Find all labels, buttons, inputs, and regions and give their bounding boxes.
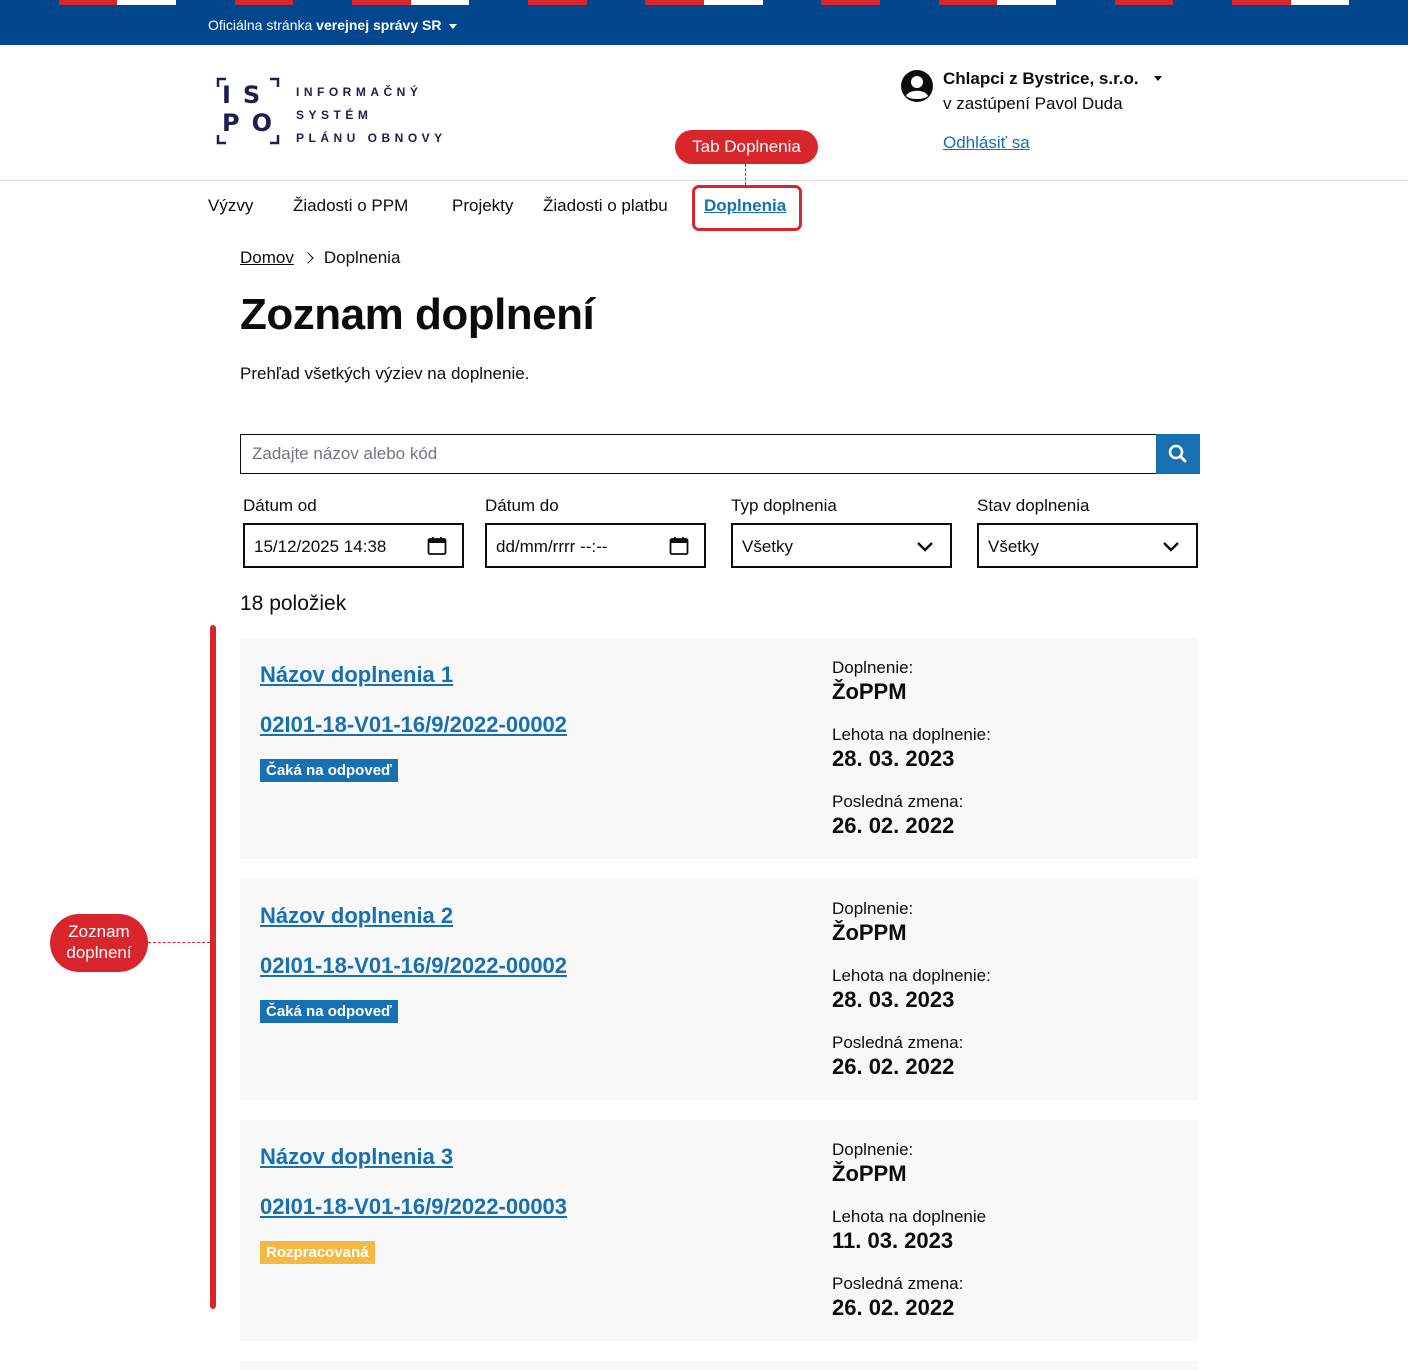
- date-from-value: 15/12/2025 14:38: [254, 537, 387, 556]
- changed-value: 26. 02. 2022: [832, 1054, 955, 1079]
- type-label: Doplnenie:: [832, 899, 914, 918]
- page-subtitle: Prehľad všetkých výziev na doplnenie.: [240, 364, 530, 383]
- chevron-right-icon: [302, 252, 313, 263]
- logo-wordmark: [296, 81, 447, 150]
- nav-item-doplnenia[interactable]: Doplnenia: [704, 196, 787, 215]
- list-item: [240, 638, 1198, 859]
- results-count: 18 položiek: [240, 592, 347, 615]
- logo-letters: [222, 81, 284, 137]
- logo-line1: INFORMAČNÝ: [296, 85, 423, 99]
- deadline-value: 11. 03. 2023: [832, 1228, 954, 1253]
- status-badge: Čaká na odpoveď: [260, 1000, 398, 1023]
- changed-value: 26. 02. 2022: [832, 1295, 955, 1320]
- logo-line2: SYSTÉM: [296, 108, 373, 122]
- search-bar: [240, 434, 1200, 474]
- annotation-connector: [148, 942, 210, 943]
- changed-value: 26. 02. 2022: [832, 813, 955, 838]
- chevron-down-icon: [915, 536, 935, 556]
- item-name-link[interactable]: Názov doplnenia 1: [260, 662, 454, 687]
- nav-item-vyzvy[interactable]: Výzvy: [208, 196, 254, 215]
- annotation-tab-doplnenia: Tab Doplnenia: [675, 130, 818, 164]
- date-from-field[interactable]: [243, 523, 464, 568]
- logo-line3: PLÁNU OBNOVY: [296, 131, 447, 145]
- date-to-label: Dátum do: [485, 496, 559, 515]
- item-code-link[interactable]: 02I01-18-V01-16/9/2022-00002: [260, 712, 568, 737]
- user-name: Chlapci z Bystrice, s.r.o.: [943, 69, 1139, 88]
- breadcrumb: [240, 248, 400, 268]
- nav-item-ziadosti-ppm[interactable]: Žiadosti o PPM: [293, 196, 409, 215]
- deadline-label: Lehota na doplnenie:: [832, 725, 991, 744]
- deadline-label: Lehota na doplnenie:: [832, 966, 991, 985]
- type-label: Doplnenie:: [832, 1140, 914, 1159]
- state-select-value: Všetky: [988, 537, 1040, 556]
- item-name-link[interactable]: Názov doplnenia 3: [260, 1144, 454, 1169]
- item-code-link[interactable]: 02I01-18-V01-16/9/2022-00003: [260, 1194, 568, 1219]
- type-label: Typ doplnenia: [731, 496, 837, 515]
- user-subtitle: v zastúpení Pavol Duda: [943, 94, 1123, 113]
- breadcrumb-current: Doplnenia: [323, 248, 401, 267]
- annotation-list-line2: doplnení: [66, 943, 132, 962]
- official-banner: [0, 5, 1408, 45]
- list-item: [240, 1120, 1198, 1341]
- changed-label: Posledná zmena:: [832, 792, 964, 811]
- state-label: Stav doplnenia: [977, 496, 1090, 515]
- status-badge: Čaká na odpoveď: [260, 759, 398, 782]
- date-to-field[interactable]: [485, 523, 706, 568]
- type-label: Doplnenie:: [832, 658, 914, 677]
- date-to-value: dd/mm/rrrr --:--: [496, 537, 608, 556]
- user-avatar-icon: [900, 69, 934, 103]
- type-value: ŽoPPM: [832, 679, 907, 704]
- state-select[interactable]: [977, 523, 1198, 568]
- deadline-value: 28. 03. 2023: [832, 746, 955, 771]
- item-code-link[interactable]: 02I01-18-V01-16/9/2022-00002: [260, 953, 568, 978]
- date-from-label: Dátum od: [243, 496, 317, 515]
- status-badge: Rozpracovaná: [260, 1241, 375, 1264]
- item-meta: [832, 658, 991, 859]
- type-value: ŽoPPM: [832, 1161, 907, 1186]
- type-value: ŽoPPM: [832, 920, 907, 945]
- calendar-icon[interactable]: [427, 536, 447, 556]
- official-banner-bold: verejnej správy SR: [316, 17, 442, 33]
- annotation-highlight-box: [692, 185, 802, 231]
- type-select[interactable]: [731, 523, 952, 568]
- deadline-label: Lehota na doplnenie: [832, 1207, 987, 1226]
- annotation-list-bar: [210, 625, 216, 1309]
- calendar-icon[interactable]: [669, 536, 689, 556]
- list-item: [240, 1361, 1198, 1370]
- type-select-value: Všetky: [742, 537, 794, 556]
- caret-down-icon: [449, 24, 457, 29]
- nav-item-projekty[interactable]: Projekty: [452, 196, 514, 215]
- logo-letters-row2: PO: [222, 109, 284, 137]
- breadcrumb-home[interactable]: Domov: [240, 248, 294, 267]
- deadline-value: 28. 03. 2023: [832, 987, 955, 1012]
- chevron-down-icon: [1161, 536, 1181, 556]
- logo-letters-row1: IS: [222, 81, 273, 109]
- caret-down-icon[interactable]: [1154, 76, 1162, 81]
- page-title: Zoznam doplnení: [240, 290, 595, 339]
- search-icon: [1156, 434, 1200, 474]
- search-button[interactable]: [1156, 434, 1200, 474]
- official-banner-toggle[interactable]: [208, 17, 457, 33]
- item-meta: [832, 1140, 986, 1341]
- item-meta: [832, 899, 991, 1100]
- item-name-link[interactable]: Názov doplnenia 2: [260, 903, 454, 928]
- official-banner-prefix: Oficiálna stránka: [208, 17, 313, 33]
- annotation-list-line1: Zoznam: [68, 922, 130, 941]
- changed-label: Posledná zmena:: [832, 1033, 964, 1052]
- changed-label: Posledná zmena:: [832, 1274, 964, 1293]
- logout-link[interactable]: Odhlásiť sa: [943, 133, 1030, 152]
- ispo-logo[interactable]: [210, 77, 470, 147]
- list-item: [240, 879, 1198, 1100]
- annotation-zoznam-doplneni: [50, 914, 148, 972]
- nav-item-ziadosti-platbu[interactable]: Žiadosti o platbu: [543, 196, 668, 215]
- search-input[interactable]: [241, 435, 1157, 473]
